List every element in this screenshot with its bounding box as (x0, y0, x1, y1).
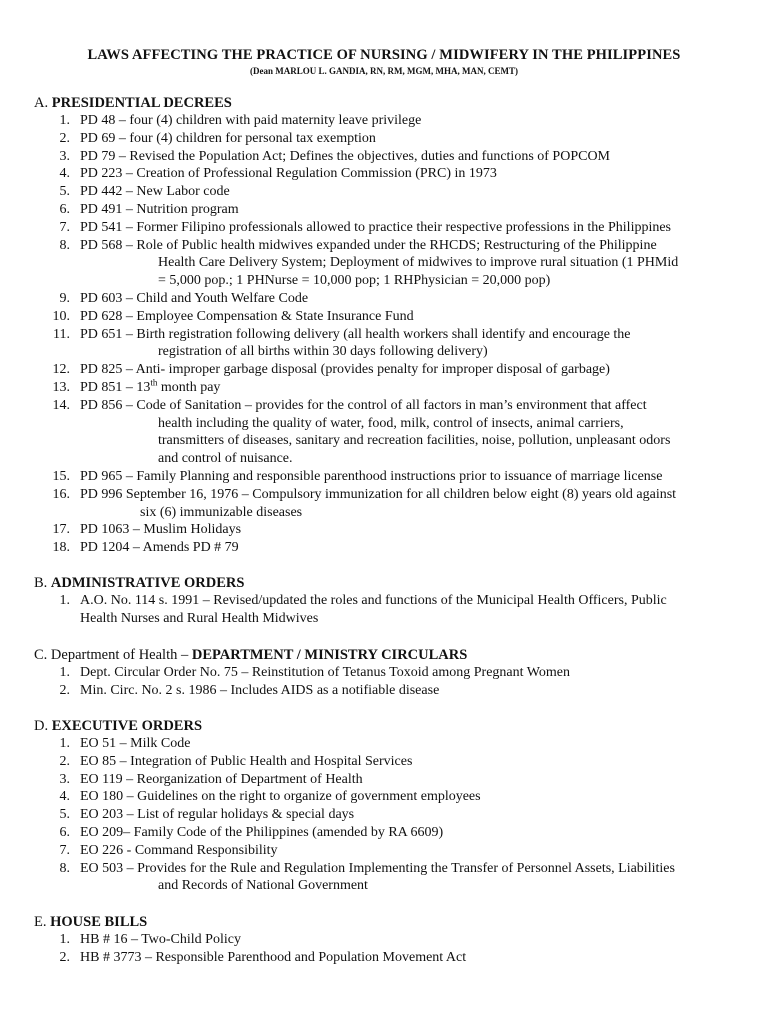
section-letter: A. (34, 95, 49, 111)
item-number: 1. (59, 736, 70, 751)
item-text-continued: six (6) immunizable diseases (140, 504, 303, 520)
list-item (34, 806, 754, 824)
item-text: PD 491 – Nutrition program (80, 201, 239, 217)
decree-list (34, 112, 754, 557)
item-text-continued: Health Nurses and Rural Health Midwives (80, 610, 319, 626)
item-text: HB # 3773 – Responsible Parenthood and Population Movement Act (80, 949, 467, 965)
list-item (34, 521, 754, 539)
item-number: 17. (52, 522, 70, 538)
item-text: PD 442 – New Labor code (80, 184, 230, 200)
item-number: 10. (52, 308, 70, 324)
item-number: 14. (52, 397, 70, 413)
item-number: 1. (59, 932, 70, 947)
list-item (34, 735, 754, 753)
section-title: HOUSE BILLS (50, 914, 148, 930)
section-prefix: Department of Health – (50, 647, 189, 663)
item-text-continued: and Records of National Government (158, 878, 368, 894)
order-list (34, 592, 754, 628)
item-text: PD 1204 – Amends PD # 79 (80, 540, 239, 556)
document-title: LAWS AFFECTING THE PRACTICE OF NURSING / MIDWIFERY IN THE PHILIPPINES (87, 47, 681, 63)
item-text: Min. Circ. No. 2 s. 1986 – Includes AIDS as a notifiable disease (80, 682, 440, 698)
item-text: EO 203 – List of regular holidays & special days (80, 807, 355, 823)
item-number: 1. (59, 113, 70, 128)
item-text: EO 85 – Integration of Public Health and Hospital Services (80, 753, 413, 769)
item-text: PD 79 – Revised the Population Act; Defines the objectives, duties and functions of POPCOM (80, 148, 611, 164)
item-number: 8. (59, 237, 70, 253)
list-item (34, 361, 754, 379)
item-number: 3. (59, 771, 70, 787)
item-text: PD 851 – 13th month pay (80, 377, 221, 395)
item-text: PD 568 – Role of Public health midwives expanded under the RHCDS; Restructuring of the Philippine (80, 237, 657, 253)
item-number: 12. (52, 362, 70, 378)
section-heading (34, 646, 754, 664)
item-text: PD 48 – four (4) children with paid maternity leave privilege (80, 113, 422, 128)
item-number: 6. (59, 824, 70, 840)
item-text: EO 503 – Provides for the Rule and Regulation Implementing the Transfer of Personnel Assets, Liabilities (80, 860, 675, 876)
item-text-continued: = 5,000 pop.; 1 PHNurse = 10,000 pop; 1 RHPhysician = 20,000 pop) (158, 273, 551, 289)
item-text: HB # 16 – Two-Child Policy (80, 932, 241, 947)
item-number: 3. (59, 148, 70, 164)
item-text: PD 856 – Code of Sanitation – provides for the control of all factors in man’s environment that affect (80, 397, 647, 413)
list-item (34, 753, 754, 771)
item-number: 2. (59, 130, 70, 146)
item-number: 5. (59, 807, 70, 823)
item-number: 9. (59, 290, 70, 306)
section-title: DEPARTMENT / MINISTRY CIRCULARS (191, 647, 468, 663)
list-item (34, 468, 754, 486)
item-text: PD 996 September 16, 1976 – Compulsory immunization for all children below eight (8) years old against (80, 486, 677, 502)
section-executive-orders (34, 717, 754, 895)
item-text: PD 541 – Former Filipino professionals allowed to practice their respective professions in the Philippines (80, 219, 672, 235)
item-text: PD 965 – Family Planning and responsible parenthood instructions prior to issuance of marriage license (80, 468, 663, 484)
item-number: 13. (52, 379, 70, 395)
list-item (34, 486, 754, 522)
list-item (34, 397, 754, 468)
item-text: EO 51 – Milk Code (80, 736, 191, 751)
section-title: EXECUTIVE ORDERS (51, 718, 203, 734)
list-item (34, 326, 754, 362)
item-text: EO 180 – Guidelines on the right to organize of government employees (80, 789, 481, 805)
item-number: 7. (59, 219, 70, 235)
item-text: PD 825 – Anti- improper garbage disposal (provides penalty for improper disposal of garbage) (80, 362, 610, 378)
list-item (34, 201, 754, 219)
section-heading (34, 94, 754, 112)
section-letter: B. (34, 575, 48, 591)
item-number: 18. (52, 540, 70, 556)
list-item (34, 112, 754, 130)
list-item (34, 290, 754, 308)
item-number: 15. (52, 468, 70, 484)
list-item (34, 308, 754, 326)
item-number: 2. (59, 949, 70, 965)
item-text-continued: registration of all births within 30 days following delivery) (158, 344, 488, 360)
section-title: PRESIDENTIAL DECREES (51, 95, 232, 111)
section-title: ADMINISTRATIVE ORDERS (50, 575, 245, 591)
list-item (34, 165, 754, 183)
item-text-continued: transmitters of diseases, sanitary and recreation facilities, noise, pollution, unpleasant odors (158, 433, 671, 449)
section-heading (34, 717, 754, 735)
section-presidential-decrees (34, 94, 754, 557)
house-bill-list (34, 931, 754, 967)
item-number: 16. (52, 486, 70, 502)
list-item (34, 237, 754, 290)
list-item (34, 860, 754, 896)
list-item (34, 539, 754, 557)
list-item (34, 130, 754, 148)
section-heading (34, 913, 754, 931)
item-number: 2. (59, 682, 70, 698)
list-item (34, 931, 754, 949)
item-text: PD 69 – four (4) children for personal tax exemption (80, 130, 376, 146)
item-number: 4. (59, 789, 70, 805)
item-number: 7. (59, 842, 70, 858)
section-administrative-orders (34, 574, 754, 628)
item-text: PD 628 – Employee Compensation & State Insurance Fund (80, 308, 414, 324)
item-text: EO 226 - Command Responsibility (80, 842, 278, 858)
item-number: 5. (59, 184, 70, 200)
list-item (34, 771, 754, 789)
section-house-bills (34, 913, 754, 967)
item-number: 2. (59, 753, 70, 769)
item-text-continued: Health Care Delivery System; Deployment of midwives to improve rural situation (1 PHMid (158, 255, 679, 271)
item-text: EO 209– Family Code of the Philippines (amended by RA 6609) (80, 824, 444, 840)
item-text-continued: and control of nuisance. (158, 451, 293, 467)
list-item (34, 824, 754, 842)
section-letter: D. (34, 718, 49, 734)
item-number: 1. (59, 593, 70, 608)
item-text: A.O. No. 114 s. 1991 – Revised/updated the roles and functions of the Municipal Health Officers, Public (80, 593, 667, 608)
item-text: Dept. Circular Order No. 75 – Reinstitution of Tetanus Toxoid among Pregnant Women (80, 665, 570, 680)
item-text: PD 223 – Creation of Professional Regulation Commission (PRC) in 1973 (80, 166, 497, 182)
list-item (34, 379, 754, 397)
section-letter: E. (34, 914, 47, 930)
item-text: PD 651 – Birth registration following delivery (all health workers shall identify and encourage the (80, 326, 631, 342)
item-text: PD 603 – Child and Youth Welfare Code (80, 290, 309, 306)
list-item (34, 592, 754, 628)
circular-list (34, 664, 754, 700)
section-department-circulars (34, 646, 754, 700)
executive-order-list (34, 735, 754, 895)
item-text: EO 119 – Reorganization of Department of Health (80, 771, 363, 787)
document-subtitle: (Dean MARLOU L. GANDIA, RN, RM, MGM, MHA, MAN, CEMT) (250, 66, 518, 76)
section-letter: C. (34, 647, 48, 663)
item-number: 4. (59, 166, 70, 182)
list-item (34, 664, 754, 682)
list-item (34, 682, 754, 700)
list-item (34, 949, 754, 967)
item-number: 11. (53, 326, 70, 342)
item-number: 8. (59, 860, 70, 876)
item-number: 6. (59, 201, 70, 217)
list-item (34, 183, 754, 201)
item-text-continued: health including the quality of water, food, milk, control of insects, animal carriers, (158, 415, 624, 431)
list-item (34, 788, 754, 806)
list-item (34, 148, 754, 166)
list-item (34, 219, 754, 237)
section-heading (34, 574, 754, 592)
item-number: 1. (59, 665, 70, 680)
list-item (34, 842, 754, 860)
item-text: PD 1063 – Muslim Holidays (80, 522, 242, 538)
